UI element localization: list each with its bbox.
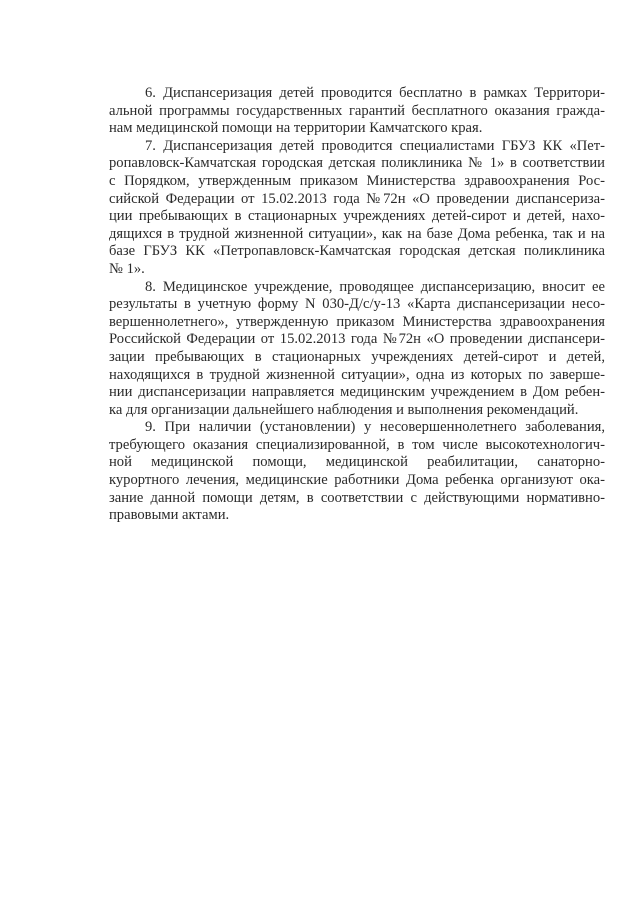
paragraph-8 (109, 279, 605, 420)
text-line: Российской Федерации от 15.02.2013 года №72н «О проведении диспансери- (109, 331, 605, 348)
text-line: зации пребывающих в стационарных учреждениях детей-сирот и детей, (109, 348, 605, 365)
text-line: с Порядком, утвержденным приказом Министерства здравоохранения Рос- (109, 172, 605, 189)
text-line: нии диспансеризации направляется медицинским учреждением в Дом ребен- (109, 384, 605, 401)
text-line: вершеннолетнего», утвержденную приказом Министерства здравоохранения (109, 313, 605, 330)
text-line: ропавловск-Камчатская городская детская поликлиника № 1» в соответствии (109, 155, 605, 172)
paragraph-6 (109, 85, 605, 138)
text-line: базе ГБУЗ КК «Петропавловск-Камчатская городская детская поликлиника (109, 243, 605, 260)
text-line: ной медицинской помощи, медицинской реабилитации, санаторно- (109, 454, 605, 471)
text-line: альной программы государственных гарантий бесплатного оказания гражда- (109, 102, 605, 119)
text-line: № 1». (109, 260, 145, 277)
text-line: зание данной помощи детям, в соответствии с действующими нормативно- (109, 489, 605, 506)
text-line: находящихся в трудной жизненной ситуации», одна из которых по заверше- (109, 366, 605, 383)
text-line: 8. Медицинское учреждение, проводящее диспансеризацию, вносит ее (145, 278, 605, 295)
text-line: нам медицинской помощи на территории Камчатского края. (109, 120, 483, 137)
text-line: сийской Федерации от 15.02.2013 года №72н «О проведении диспансериза- (109, 190, 605, 207)
text-line: 6. Диспансеризация детей проводится бесплатно в рамках Территори- (145, 85, 605, 101)
text-line: правовыми актами. (109, 507, 230, 524)
text-line: курортного лечения, медицинские работники Дома ребенка организуют ока- (109, 472, 605, 489)
text-line: дящихся в трудной жизненной ситуации», как на базе Дома ребенка, так и на (109, 225, 605, 242)
paragraph-7 (109, 138, 605, 279)
text-line: требующего оказания специализированной, в том числе высокотехнологич- (109, 436, 605, 453)
document-body (109, 85, 605, 525)
text-line: ка для организации дальнейшего наблюдения и выполнения рекомендаций. (109, 401, 579, 418)
paragraph-9 (109, 419, 605, 525)
text-line: результаты в учетную форму N 030-Д/с/у-13 «Карта диспансеризации несо- (109, 296, 605, 313)
text-line: 7. Диспансеризация детей проводится специалистами ГБУЗ КК «Пет- (145, 137, 605, 154)
text-line: 9. При наличии (установлении) у несовершеннолетнего заболевания, (145, 419, 605, 436)
text-line: ции пребывающих в стационарных учреждениях детей-сирот и детей, нахо- (109, 208, 605, 225)
